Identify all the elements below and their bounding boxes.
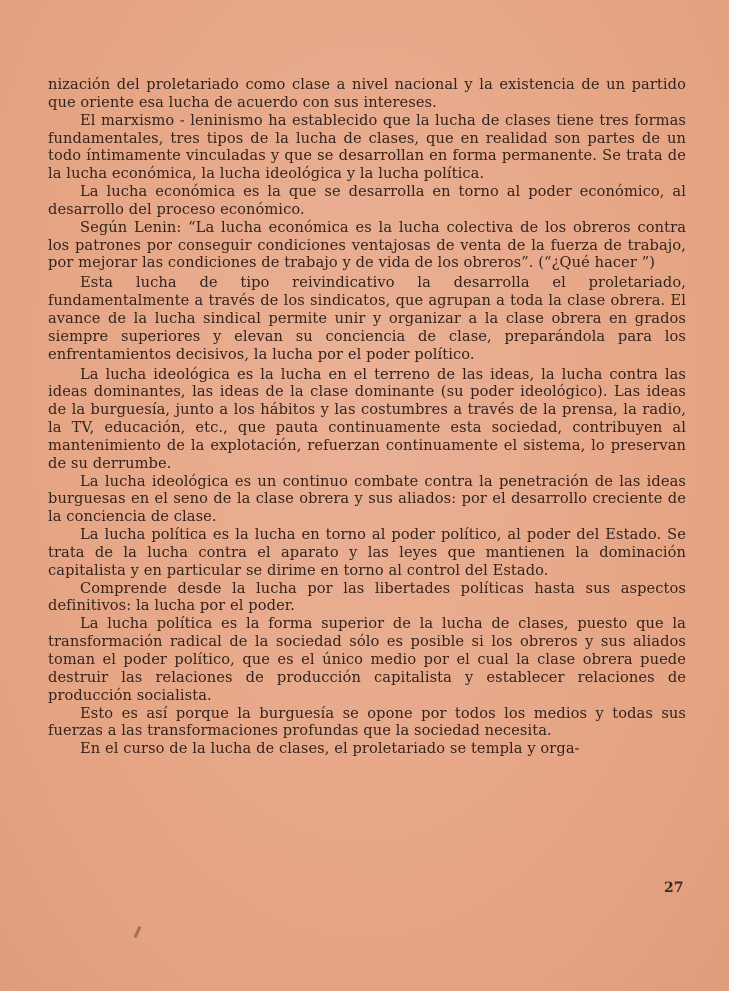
paragraph-political-struggle: La lucha política es la lucha en torno al poder político, al poder del Estado. Se trata de la lucha contra el aparato y las leyes que mantienen la dominación capitalista y en particular se dirime en torno al control del Estado. [48, 526, 686, 579]
paragraph-unions: Esta lucha de tipo reivindicativo la desarrolla el proletariado, fundamentalmente a través de los sindicatos, que agrupan a toda la clase obrera. El avance de la lucha sindical permite unir y organizar a la clase obrera en grados siempre superiores y elevan su conciencia de clase, preparándola para los enfrentamientos decisivos, la lucha por el poder político. [48, 274, 686, 363]
page-number: 27 [664, 880, 684, 896]
paragraph-superior-form: La lucha política es la forma superior de la lucha de clases, puesto que la transformación radical de la sociedad sólo es posible si los obreros y sus aliados toman el poder político, que es el único medio por el cual la clase obrera puede destruir las relaciones de producción capitalista y establecer relaciones de producción socialista. [48, 615, 686, 704]
paragraph-economic-struggle: La lucha económica es la que se desarrolla en torno al poder económico, al desarrollo del proceso económico. [48, 183, 686, 218]
paragraph-lenin-quote: Según Lenin: “La lucha económica es la lucha colectiva de los obreros contra los patrones por conseguir condiciones ventajosas de venta de la fuerza de trabajo, por mejorar las condiciones de trabajo y de vida de los obreros”. (“¿Qué hacer ”) [48, 218, 686, 272]
paragraph-bourgeoisie-opposition: Esto es así porque la burguesía se opone por todos los medios y todas sus fuerzas a las transformaciones profundas que la sociedad necesita. [48, 704, 686, 740]
page-body [48, 76, 686, 758]
paragraph-political-scope: Comprende desde la lucha por las libertades políticas hasta sus aspectos definitivos: la lucha por el poder. [48, 579, 686, 615]
paragraph-ideological-combat: La lucha ideológica es un continuo combate contra la penetración de las ideas burguesas en el seno de la clase obrera y sus aliados: por el desarrollo creciente de la conciencia de clase. [48, 472, 686, 526]
pencil-mark [134, 926, 142, 938]
paragraph-three-forms: El marxismo - leninismo ha establecido que la lucha de clases tiene tres formas fundamentales, tres tipos de la lucha de clases, que en realidad son partes de un todo íntimamente vinculadas y que se desarrollan en forma permanente. Se trata de la lucha económica, la lucha ideológica y la lucha política. [48, 111, 686, 183]
paragraph-ideological-struggle: La lucha ideológica es la lucha en el terreno de las ideas, la lucha contra las ideas dominantes, las ideas de la clase dominante (su poder ideológico). Las ideas de la burguesía, junto a los hábitos y las costumbres a través de la prensa, la radio, la TV, educación, etc., que pauta continuamente esta sociedad, contribuyen al mantenimiento de la explotación, refuerzan continuamente el sistema, lo preservan de su derrumbe. [48, 365, 686, 472]
paragraph-proletariat-tempered: En el curso de la lucha de clases, el proletariado se templa y orga- [80, 740, 580, 758]
paragraph-continuation: nización del proletariado como clase a nivel nacional y la existencia de un partido que oriente esa lucha de acuerdo con sus intereses. [48, 76, 686, 111]
